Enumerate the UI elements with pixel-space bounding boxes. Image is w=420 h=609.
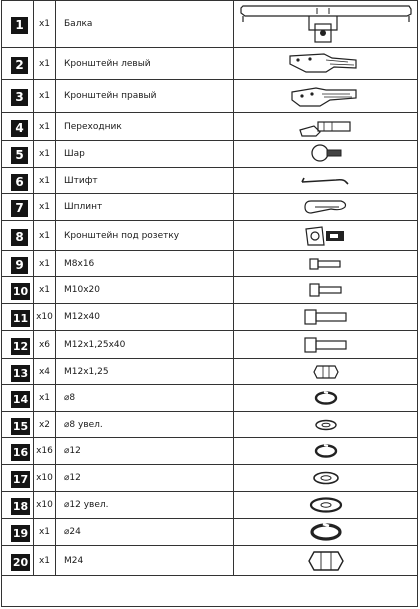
- table-row: [2, 168, 418, 194]
- item-name: Кронштейн правый: [56, 80, 234, 113]
- spring-washer-icon: [311, 442, 341, 460]
- cotter-pin-icon: [301, 197, 351, 217]
- table-row: [2, 251, 418, 277]
- item-quantity: x1: [34, 519, 56, 546]
- empty-footer-area: [1, 563, 418, 607]
- item-quantity: x1: [34, 141, 56, 168]
- item-quantity: x1: [34, 168, 56, 194]
- item-name: Штифт: [56, 168, 234, 194]
- item-number: 3: [11, 89, 28, 106]
- item-number: 12: [12, 339, 29, 353]
- item-quantity: x1: [34, 385, 56, 412]
- tow-ball-icon: [306, 142, 346, 166]
- parts-table: [1, 0, 418, 576]
- item-quantity: x4: [34, 359, 56, 385]
- item-name: Шплинт: [56, 194, 234, 221]
- item-quantity: x1: [34, 1, 56, 48]
- item-quantity: x10: [34, 304, 56, 331]
- item-number: 11: [12, 312, 29, 325]
- table-row: [2, 438, 418, 465]
- item-quantity: x1: [34, 251, 56, 277]
- table-row: [2, 331, 418, 359]
- spring-washer-icon: [306, 521, 346, 543]
- item-number: 19: [12, 527, 29, 540]
- table-row: [2, 465, 418, 492]
- bolt-icon: [304, 281, 348, 299]
- table-row: [2, 194, 418, 221]
- table-row: [2, 113, 418, 141]
- item-name: Переходник: [56, 113, 234, 141]
- item-number: 18: [12, 500, 29, 513]
- flat-washer-icon: [309, 469, 343, 487]
- item-number: 6: [11, 174, 28, 191]
- item-quantity: x1: [34, 48, 56, 80]
- item-name: ⌀12: [56, 438, 234, 465]
- item-name: M24: [56, 546, 234, 576]
- item-quantity: x1: [34, 194, 56, 221]
- table-row: [2, 48, 418, 80]
- item-name: M12x40: [56, 304, 234, 331]
- bolt-icon: [301, 307, 351, 327]
- flat-washer-icon: [311, 417, 341, 433]
- item-name: ⌀12 увел.: [56, 492, 234, 519]
- item-number: 10: [12, 285, 29, 298]
- table-row: [2, 359, 418, 385]
- table-row: [2, 277, 418, 304]
- item-quantity: x2: [34, 412, 56, 438]
- table-row: [2, 492, 418, 519]
- item-quantity: x1: [34, 221, 56, 251]
- item-quantity: x1: [34, 277, 56, 304]
- item-name: M12x1,25: [56, 359, 234, 385]
- pin-icon: [296, 172, 356, 190]
- item-name: ⌀12: [56, 465, 234, 492]
- item-name: M12x1,25x40: [56, 331, 234, 359]
- left-bracket-icon: [286, 50, 366, 78]
- item-name: Кронштейн левый: [56, 48, 234, 80]
- item-name: Кронштейн под розетку: [56, 221, 234, 251]
- item-name: ⌀24: [56, 519, 234, 546]
- socket-bracket-icon: [302, 223, 350, 249]
- item-name: Балка: [56, 1, 234, 48]
- item-number: 17: [12, 473, 29, 486]
- item-number: 14: [12, 393, 29, 406]
- item-number: 20: [12, 555, 29, 569]
- item-quantity: x1: [34, 80, 56, 113]
- spring-washer-icon: [311, 389, 341, 407]
- flat-washer-icon: [306, 495, 346, 515]
- item-name: M10x20: [56, 277, 234, 304]
- item-number: 15: [12, 419, 29, 433]
- table-row: [2, 1, 418, 48]
- hitch-beam-icon: [237, 2, 415, 46]
- table-row: [2, 412, 418, 438]
- item-number: 5: [11, 147, 28, 164]
- item-name: Шар: [56, 141, 234, 168]
- item-number: 2: [11, 57, 28, 74]
- item-quantity: x10: [34, 465, 56, 492]
- item-number: 16: [12, 446, 29, 459]
- item-quantity: x16: [34, 438, 56, 465]
- item-name: M8x16: [56, 251, 234, 277]
- item-number: 7: [11, 200, 28, 217]
- bolt-icon: [304, 256, 348, 272]
- item-quantity: x6: [34, 331, 56, 359]
- bolt-icon: [301, 335, 351, 355]
- right-bracket-icon: [286, 82, 366, 110]
- item-quantity: x10: [34, 492, 56, 519]
- table-row: [2, 80, 418, 113]
- item-number: 13: [12, 366, 29, 380]
- item-number: 8: [11, 229, 28, 246]
- item-name: ⌀8 увел.: [56, 412, 234, 438]
- item-number: 9: [11, 257, 28, 274]
- table-row: [2, 385, 418, 412]
- item-quantity: x1: [34, 113, 56, 141]
- item-name: ⌀8: [56, 385, 234, 412]
- table-row: [2, 304, 418, 331]
- item-quantity: x1: [34, 546, 56, 576]
- item-number: 4: [11, 120, 28, 137]
- item-number: 1: [11, 17, 28, 34]
- table-row: [2, 519, 418, 546]
- table-row: [2, 141, 418, 168]
- nut-icon: [311, 363, 341, 381]
- adapter-icon: [296, 116, 356, 138]
- table-row: [2, 221, 418, 251]
